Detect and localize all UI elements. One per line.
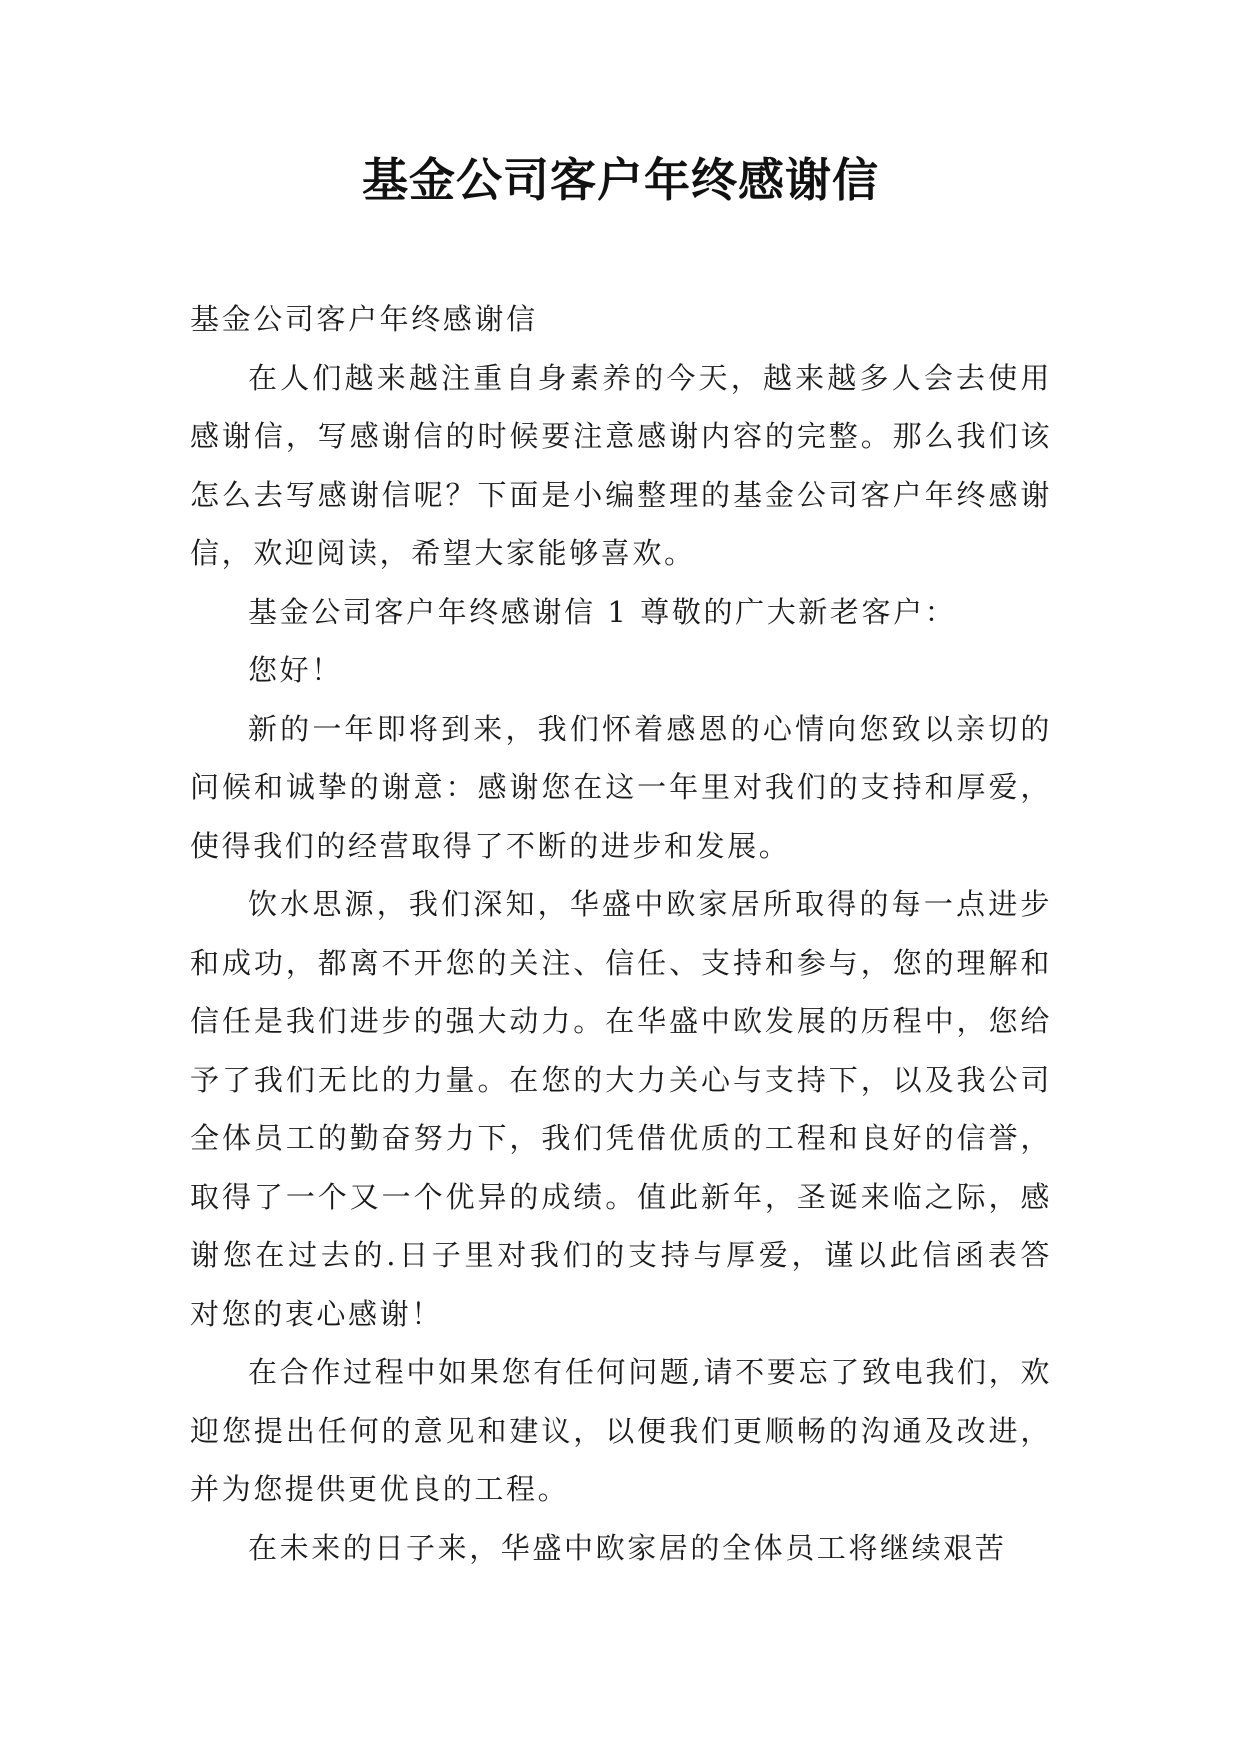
document-title: 基金公司客户年终感谢信 xyxy=(362,153,879,207)
paragraph-salutation: 基金公司客户年终感谢信 1 尊敬的广大新老客户： xyxy=(248,594,957,629)
paragraph-gratitude: 饮水思源，我们深知，华盛中欧家居所取得的每一点进步和成功，都离不开您的关注、信任、支持和参与，您的理解和信任是我们进步的强大动力。在华盛中欧发展的历程中，您给予了我们无比的力量。在您的大力关心与支持下，以及我公司全体员工的勤奋努力下，我们凭借优质的工程和良好的信誉，取得了一个又一个优异的成绩。值此新年，圣诞来临之际，感谢您在过去的.日子里对我们的支持与厚爱，谨以此信函表答对您的衷心感谢！ xyxy=(190,887,1052,1331)
paragraph-future: 在未来的日子来，华盛中欧家居的全体员工将继续艰苦 xyxy=(248,1530,1007,1565)
paragraph-intro: 在人们越来越注重自身素养的今天，越来越多人会去使用感谢信，写感谢信的时候要注意感谢内容的完整。那么我们该怎么去写感谢信呢？下面是小编整理的基金公司客户年终感谢信，欢迎阅读，希望大家能够喜欢。 xyxy=(190,360,1052,570)
document-body xyxy=(190,290,1052,1577)
paragraph-greeting: 您好！ xyxy=(248,653,343,687)
paragraph-cooperation: 在合作过程中如果您有任何问题,请不要忘了致电我们，欢迎您提出任何的意见和建议，以便我们更顺畅的沟通及改进，并为您提供更优良的工程。 xyxy=(190,1355,1052,1506)
paragraph-subtitle: 基金公司客户年终感谢信 xyxy=(190,302,538,336)
paragraph-new-year: 新的一年即将到来，我们怀着感恩的心情向您致以亲切的问候和诚挚的谢意：感谢您在这一年里对我们的支持和厚爱，使得我们的经营取得了不断的进步和发展。 xyxy=(190,711,1052,863)
